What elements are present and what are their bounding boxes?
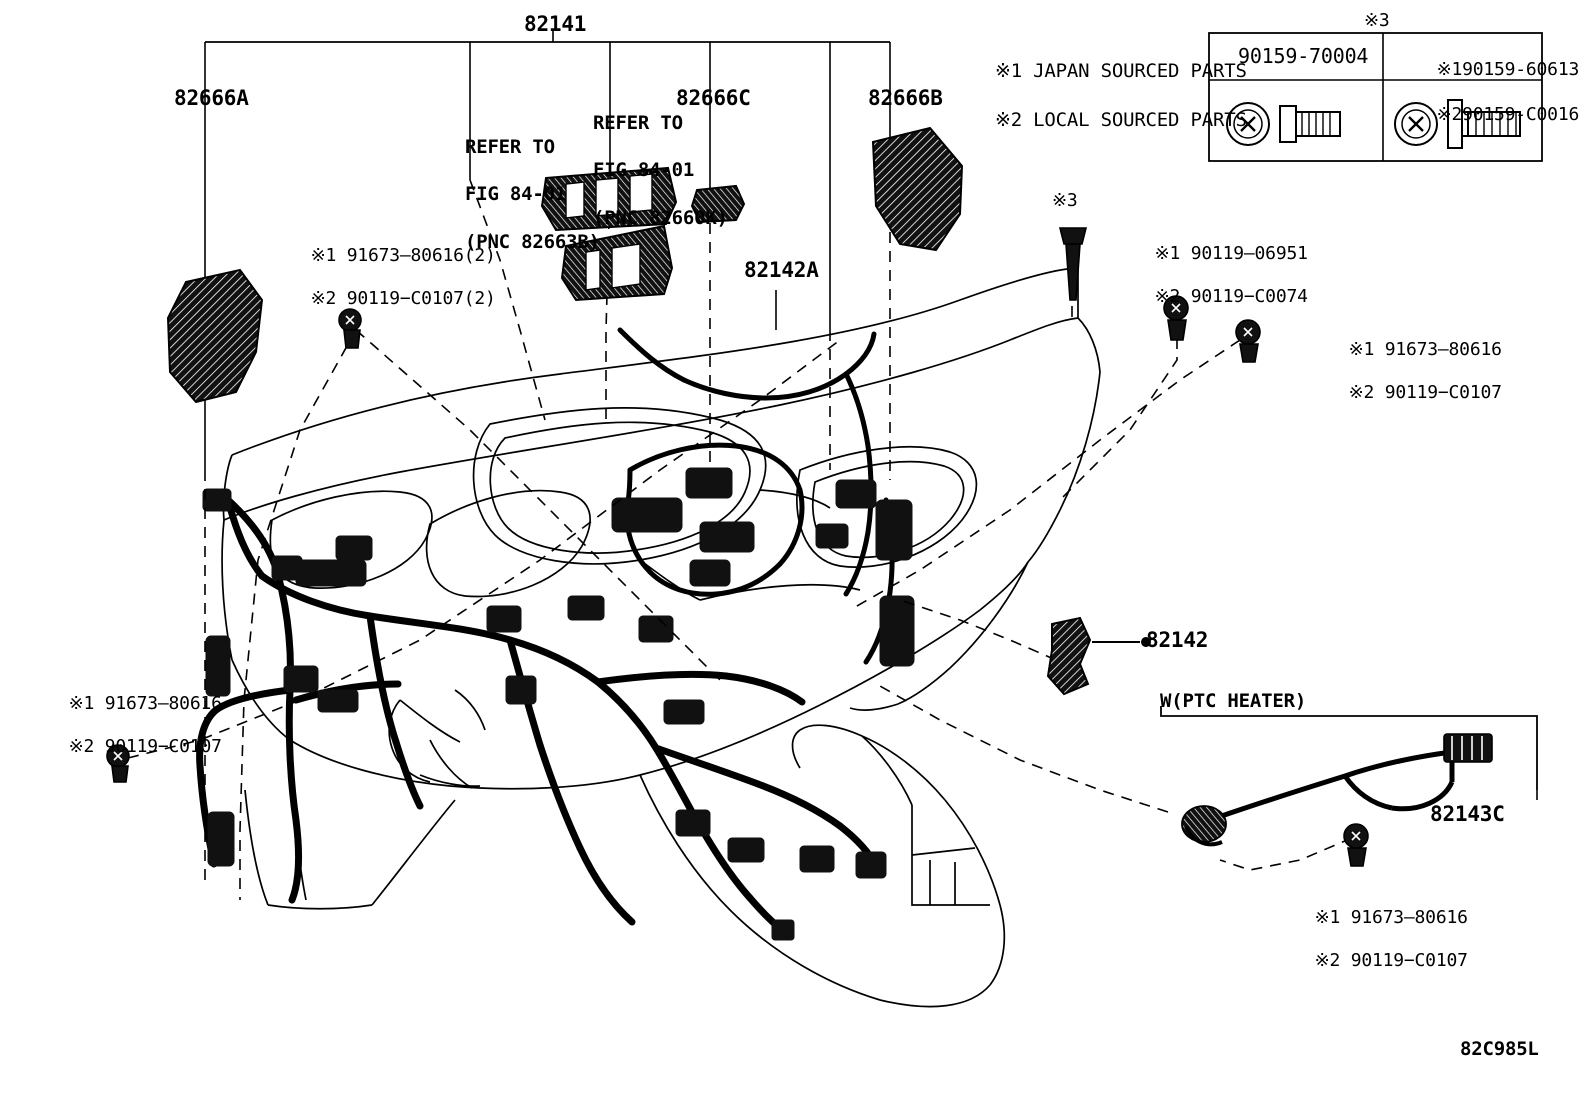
part-82666b (873, 128, 962, 250)
part-82142 (1048, 618, 1090, 694)
fastener-table-col1-part: 90159-70004 (1238, 44, 1369, 68)
refer-note-82660k (548, 88, 728, 254)
callout-line-1: ※1 90119–06951 (1154, 243, 1308, 265)
bolt-bottom-right (1344, 824, 1368, 866)
part-label-82666a: 82666A (174, 86, 249, 110)
ptc-heater-label: W(PTC HEATER) (1160, 690, 1307, 712)
refer-line-3: (PNC 82663B) (464, 230, 600, 253)
callout-line-2: ※2 90119−C0107(2) (310, 287, 496, 309)
part-label-82143c: 82143C (1430, 802, 1505, 826)
part-82666a (168, 270, 262, 402)
callout-line-2: ※2 90119−C0107 (1348, 381, 1502, 403)
callout-bottom-right (1272, 886, 1468, 992)
callout-line-2: ※2 90119−C0074 (1154, 285, 1308, 307)
fastener-table-col2 (1394, 36, 1579, 149)
mark3-pointer: ※3 (1052, 190, 1078, 211)
callout-left-lower (26, 672, 222, 778)
bolt-mark3 (1060, 228, 1086, 300)
part-label-82142a: 82142A (744, 258, 819, 282)
fastener-col2-line2: ※290159-C0016 (1436, 103, 1580, 125)
callout-right-upper (1112, 222, 1308, 328)
part-label-82666b: 82666B (868, 86, 943, 110)
refer-line-3: (PNC 82660K) (592, 206, 728, 229)
refer-line-2: FIG 84-01 (464, 183, 567, 206)
callout-left-upper (268, 224, 496, 330)
part-label-82141: 82141 (524, 12, 587, 36)
callout-line-1: ※1 91673–80616 (1314, 907, 1468, 929)
legend-japan-sourced: ※1 JAPAN SOURCED PARTS (994, 59, 1247, 82)
callout-line-1: ※1 91673–80616 (68, 693, 222, 715)
refer-line-2: FIG 84-01 (592, 159, 695, 182)
callout-line-1: ※1 91673–80616(2) (310, 245, 496, 267)
callout-right-mid (1306, 318, 1502, 424)
refer-line-1: REFER TO (464, 135, 555, 158)
refer-line-1: REFER TO (592, 111, 683, 134)
fastener-col2-line1: ※190159-60613 (1436, 58, 1580, 80)
diagram-code: 82C985L (1460, 1038, 1539, 1060)
callout-line-1: ※1 91673–80616 (1348, 339, 1502, 361)
callout-line-2: ※2 90119−C0107 (1314, 949, 1468, 971)
callout-line-2: ※2 90119−C0107 (68, 735, 222, 757)
legend-sourced-parts (950, 34, 1247, 157)
legend-local-sourced: ※2 LOCAL SOURCED PARTS (994, 109, 1247, 132)
part-label-82142: 82142 (1146, 628, 1209, 652)
part-label-82666c: 82666C (676, 86, 751, 110)
fastener-table-mark: ※3 (1364, 10, 1390, 31)
